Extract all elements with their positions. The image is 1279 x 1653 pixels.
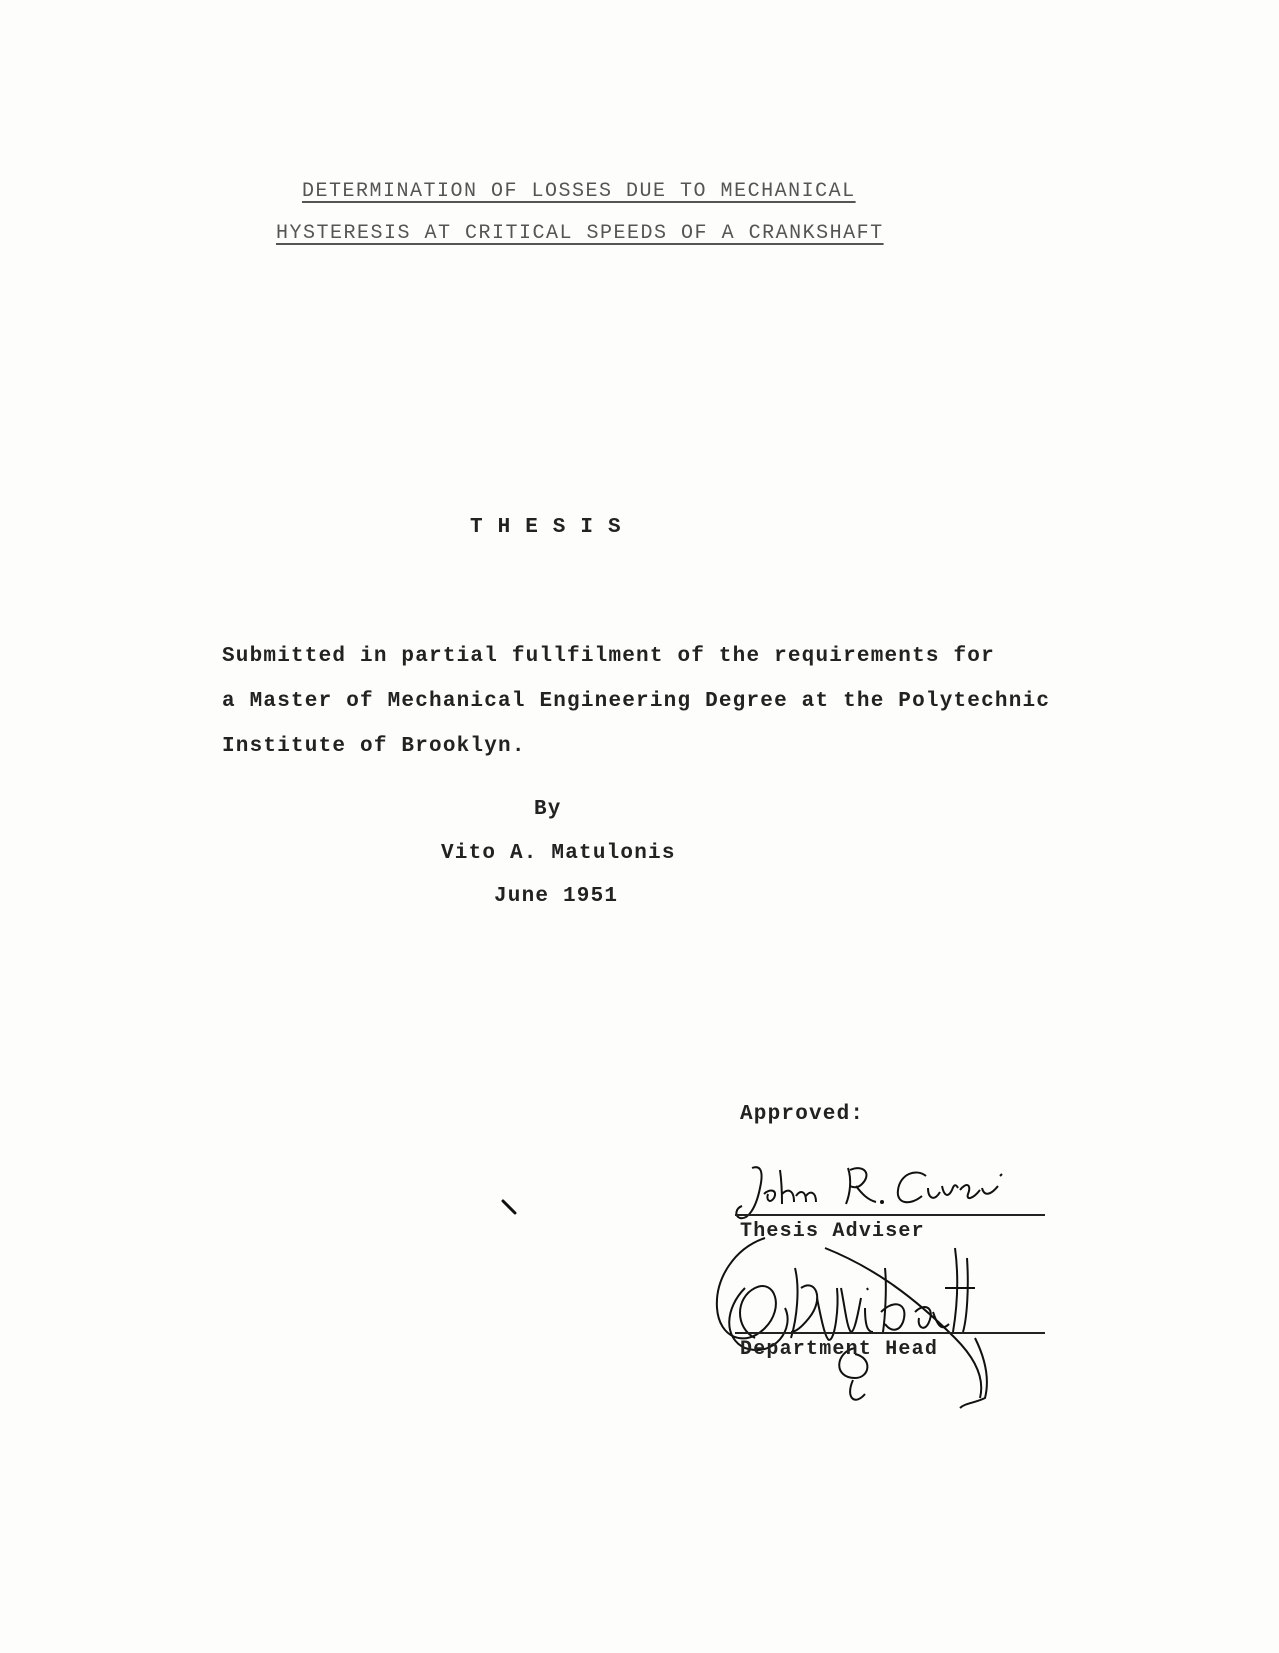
submission-line-1: Submitted in partial fullfilment of the requirements for [222,645,995,668]
stray-mark [500,1198,520,1218]
submission-line-2: a Master of Mechanical Engineering Degree at the Polytechnic [222,690,1051,713]
by-label: By [534,798,562,821]
thesis-adviser-label: Thesis Adviser [740,1220,925,1243]
approved-label: Approved: [740,1103,865,1126]
submission-line-3: Institute of Brooklyn. [222,735,526,758]
department-head-label: Department Head [740,1338,939,1361]
department-head-signature-line [735,1332,1045,1334]
title-line-1: DETERMINATION OF LOSSES DUE TO MECHANICAL [302,180,856,203]
submission-date: June 1951 [494,885,619,908]
adviser-signature-line [735,1214,1045,1216]
title-line-2: HYSTERESIS AT CRITICAL SPEEDS OF A CRANKSHAFT [276,222,884,245]
author-name: Vito A. Matulonis [441,842,676,865]
thesis-label: T H E S I S [470,516,622,539]
